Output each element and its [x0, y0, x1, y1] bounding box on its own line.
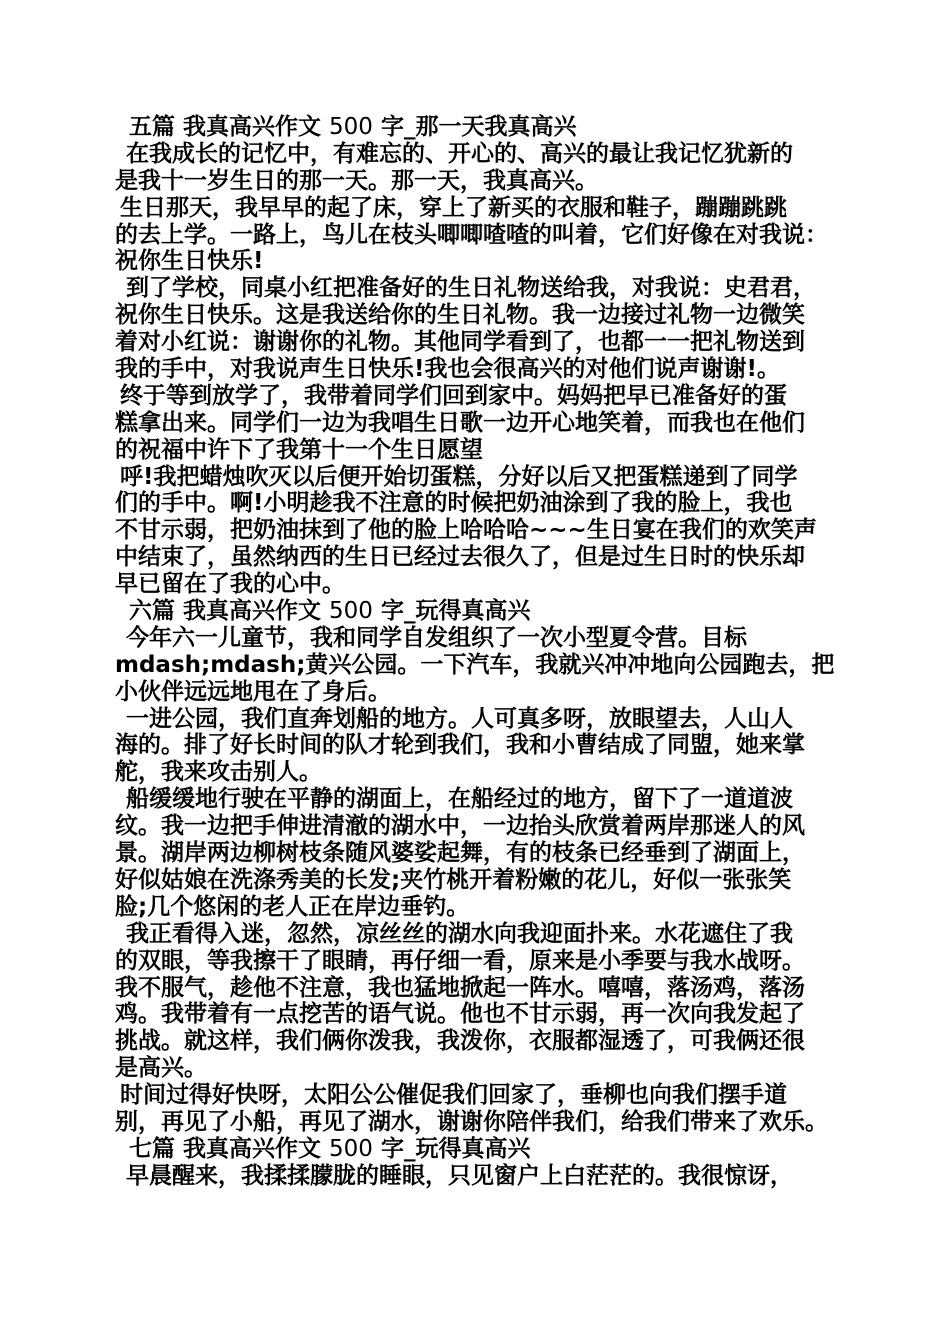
text-line: 的双眼，等我擦干了眼睛，再仔细一看，原来是小季要与我水战呀。	[115, 947, 805, 974]
text-line: mdash;mdash;黄兴公园。一下汽车，我就兴冲冲地向公园跑去，把	[115, 651, 835, 678]
text-line: 舵，我来攻击别人。	[115, 759, 322, 786]
text-line: 着对小红说：谢谢你的礼物。其他同学看到了，也都一一把礼物送到	[115, 329, 805, 356]
text-line: 早已留在了我的心中。	[115, 571, 345, 598]
text-line: 小伙伴远远地甩在了身后。	[115, 678, 391, 705]
text-line: 中结束了，虽然纳西的生日已经过去很久了，但是过生日时的快乐却	[115, 544, 805, 571]
text-line: 是高兴。	[115, 1055, 207, 1082]
text-line: 景。湖岸两边柳树枝条随风婆娑起舞，有的枝条已经垂到了湖面上，	[115, 840, 805, 867]
text-line: 鸡。我带着有一点挖苦的语气说。他也不甘示弱，再一次向我发起了	[115, 1001, 805, 1028]
text-line: 祝你生日快乐。这是我送给你的生日礼物。我一边接过礼物一边微笑	[115, 302, 805, 329]
text-line: 好似姑娘在洗涤秀美的长发;夹竹桃开着粉嫩的花儿，好似一张张笑	[115, 866, 792, 893]
text-line: 终于等到放学了，我带着同学们回到家中。妈妈把早已准备好的蛋	[120, 382, 787, 409]
text-line: 早晨醒来，我揉揉朦胧的睡眼，只见窗户上白茫茫的。我很惊讶，	[126, 1162, 793, 1189]
text-line: 我的手中，对我说声生日快乐!我也会很高兴的对他们说声谢谢!。	[115, 356, 780, 383]
section-title: 五篇 我真高兴作文 500 字_那一天我真高兴	[129, 114, 577, 140]
text-line: 呼!我把蜡烛吹灭以后便开始切蛋糕，分好以后又把蛋糕递到了同学	[120, 463, 798, 490]
text-line: 海的。排了好长时间的队才轮到我们，我和小曹结成了同盟，她来掌	[115, 732, 805, 759]
document-page	[115, 114, 850, 1190]
text-line: 不甘示弱，把奶油抹到了他的脸上哈哈哈~~~生日宴在我们的欢笑声	[115, 517, 817, 544]
text-line: 时间过得好快呀，太阳公公催促我们回家了，垂柳也向我们摆手道	[120, 1082, 787, 1109]
text-line: 祝你生日快乐!	[115, 248, 264, 275]
text-line: 的祝福中许下了我第十一个生日愿望	[115, 436, 483, 463]
text-line: 们的手中。啊!小明趁我不注意的时候把奶油涂到了我的脸上，我也	[115, 490, 793, 517]
text-line: 到了学校，同桌小红把准备好的生日礼物送给我，对我说：史君君，	[126, 275, 816, 302]
text-line: 纹。我一边把手伸进清澈的湖水中，一边抬头欣赏着两岸那迷人的风	[115, 813, 805, 840]
text-line: 脸;几个悠闲的老人正在岸边垂钓。	[115, 893, 470, 920]
text-line: 一进公园，我们直奔划船的地方。人可真多呀，放眼望去，人山人	[126, 705, 793, 732]
text-line: 的去上学。一路上，鸟儿在枝头唧唧喳喳的叫着，它们好像在对我说：	[115, 221, 828, 248]
text-line: 是我十一岁生日的那一天。那一天，我真高兴。	[115, 167, 598, 194]
text-line: 别，再见了小船，再见了湖水，谢谢你陪伴我们，给我们带来了欢乐。	[115, 1108, 828, 1135]
section-title: 六篇 我真高兴作文 500 字_玩得真高兴	[129, 598, 531, 625]
text-line: 挑战。就这样，我们俩你泼我，我泼你，衣服都湿透了，可我俩还很	[115, 1028, 805, 1055]
text-line: 糕拿出来。同学们一边为我唱生日歌一边开心地笑着，而我也在他们	[115, 409, 805, 436]
text-line: 我不服气，趁他不注意，我也猛地掀起一阵水。嘻嘻，落汤鸡，落汤	[115, 974, 805, 1001]
section-title: 七篇 我真高兴作文 500 字_玩得真高兴	[129, 1135, 531, 1162]
text-line: 船缓缓地行驶在平静的湖面上，在船经过的地方，留下了一道道波	[126, 786, 793, 813]
text-line: 我正看得入迷，忽然，凉丝丝的湖水向我迎面扑来。水花遮住了我	[126, 920, 793, 947]
text-line: 生日那天，我早早的起了床，穿上了新买的衣服和鞋子，蹦蹦跳跳	[120, 194, 787, 221]
text-line: 今年六一儿童节，我和同学自发组织了一次小型夏令营。目标	[126, 624, 747, 651]
text-line: 在我成长的记忆中，有难忘的、开心的、高兴的最让我记忆犹新的	[126, 140, 793, 167]
